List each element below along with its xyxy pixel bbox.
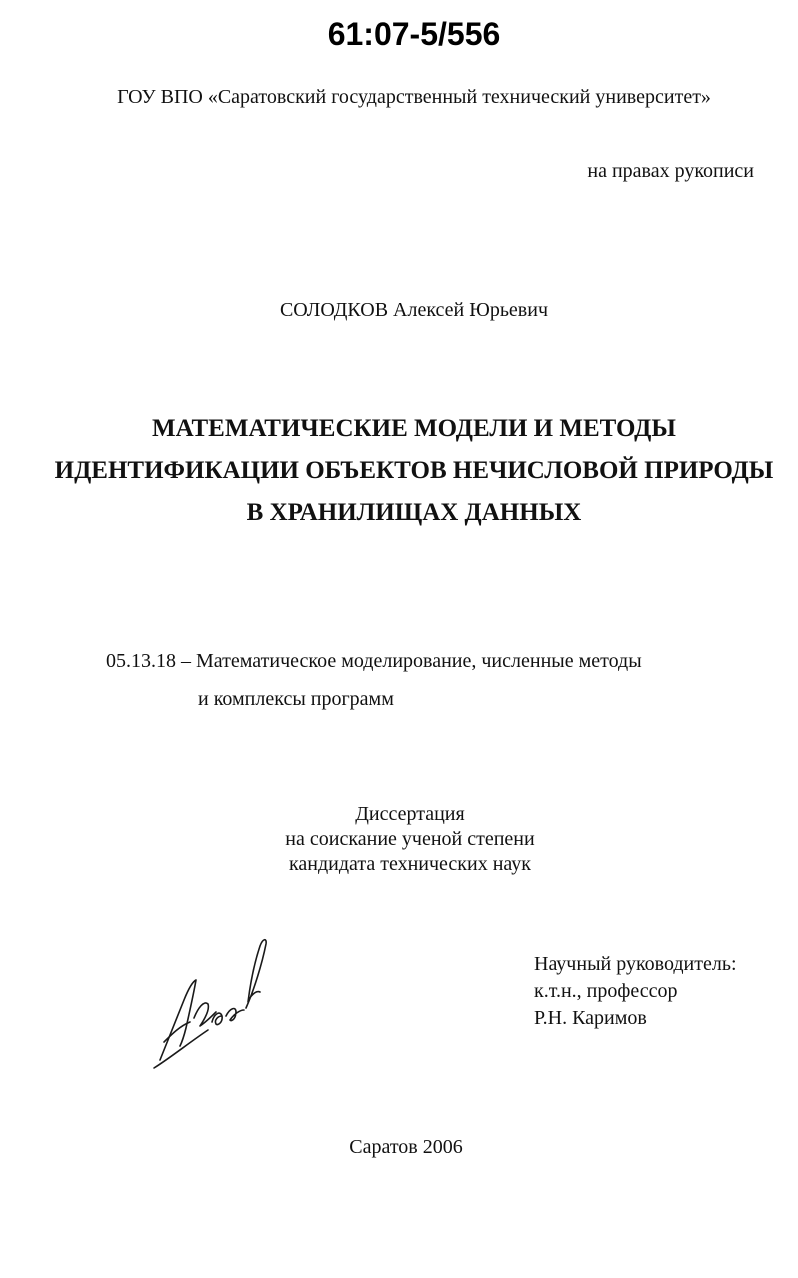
advisor-line-1: Научный руководитель: (534, 953, 737, 975)
title-line-3: В ХРАНИЛИЩАХ ДАННЫХ (246, 499, 582, 526)
rights-note: на правах рукописи (587, 160, 754, 182)
author-name: СОЛОДКОВ Алексей Юрьевич (279, 299, 549, 321)
signature-icon (150, 930, 280, 1070)
city-year: Саратов 2006 (349, 1136, 463, 1158)
specialty-line-1: 05.13.18 – Математическое моделирование, численные методы (106, 650, 642, 672)
dissertation-line-1: Диссертация (355, 803, 465, 825)
archive-stamp-code: 61:07-5/556 (327, 16, 501, 52)
title-line-1: МАТЕМАТИЧЕСКИЕ МОДЕЛИ И МЕТОДЫ (152, 415, 676, 442)
advisor-line-2: к.т.н., профессор (534, 980, 678, 1002)
title-line-2: ИДЕНТИФИКАЦИИ ОБЪЕКТОВ НЕЧИСЛОВОЙ ПРИРОДЫ (54, 457, 774, 484)
dissertation-type (0, 802, 798, 877)
dissertation-line-2: на соискание ученой степени (285, 828, 535, 850)
advisor-line-3: Р.Н. Каримов (534, 1007, 647, 1029)
dissertation-title (0, 408, 798, 534)
specialty-line-2: и комплексы программ (198, 688, 394, 710)
scientific-advisor (534, 951, 737, 1032)
dissertation-line-3: кандидата технических наук (288, 853, 532, 875)
institution-name: ГОУ ВПО «Саратовский государственный технический университет» (117, 86, 711, 108)
